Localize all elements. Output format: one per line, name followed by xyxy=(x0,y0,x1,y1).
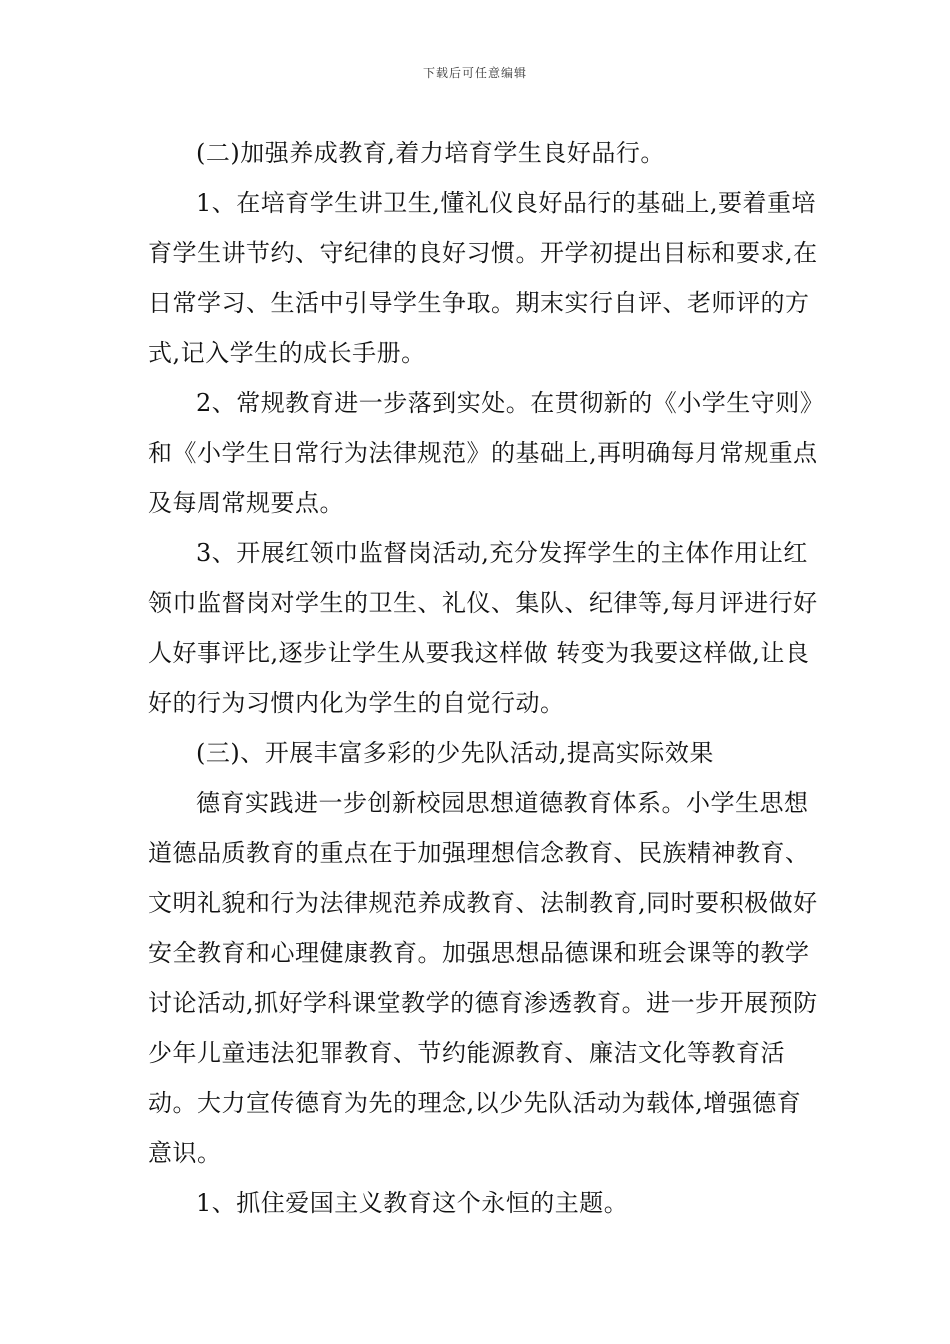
heading-section-three: (三)、开展丰富多彩的少先队活动,提高实际效果 xyxy=(196,739,714,767)
paragraph-item-2-routine: 2、常规教育进一步落到实处。在贯彻新的《小学生守则》和《小学生日常行为法律规范》的基础上,再明确每月常规重点及每周常规要点。 xyxy=(148,389,818,517)
paragraph-item-3-supervision: 3、开展红领巾监督岗活动,充分发挥学生的主体作用让红领巾监督岗对学生的卫生、礼仪、集队、纪律等,每月评进行好人好事评比,逐步让学生从要我这样做 转变为我要这样做,让良好的行为习惯内化为学生的自觉行动。 xyxy=(148,539,818,717)
paragraph-moral-practice: 德育实践进一步创新校园思想道德教育体系。小学生思想道德品质教育的重点在于加强理想信念教育、民族精神教育、文明礼貌和行为法律规范养成教育、法制教育,同时要积极做好安全教育和心理健康教育。加强思想品德课和班会课等的教学讨论活动,抓好学科课堂教学的德育渗透教育。进一步开展预防少年儿童违法犯罪教育、节约能源教育、廉洁文化等教育活动。大力宣传德育为先的理念,以少先队活动为载体,增强德育意识。 xyxy=(148,789,818,1167)
paragraph-item-1-habits: 1、在培育学生讲卫生,懂礼仪良好品行的基础上,要着重培育学生讲节约、守纪律的良好习惯。开学初提出目标和要求,在日常学习、生活中引导学生争取。期末实行自评、老师评的方式,记入学生的成长手册。 xyxy=(148,189,818,367)
document-body xyxy=(148,128,820,1228)
header-note: 下载后可任意编辑 xyxy=(422,66,527,80)
heading-section-two: (二)加强养成教育,着力培育学生良好品行。 xyxy=(196,139,665,167)
paragraph-item-1-patriotism: 1、抓住爱国主义教育这个永恒的主题。 xyxy=(196,1189,629,1217)
